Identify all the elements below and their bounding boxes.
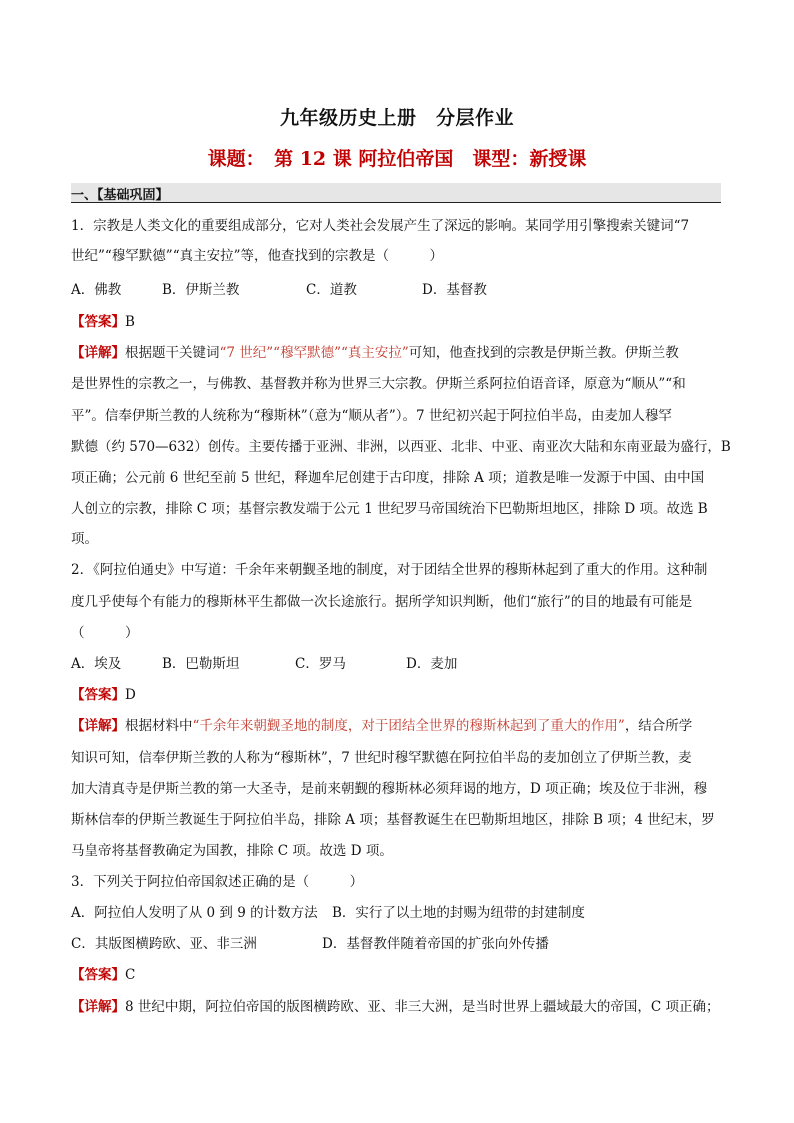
q3-detail-line-1 (71, 997, 731, 1017)
q1-option-c: C．道教 (306, 282, 357, 298)
q2-detail-line-3: 加大清真寺是伊斯兰教的第一大圣寺，是前来朝觐的穆斯林必须拜谒的地方，D 项正确；埃及位于非洲，穆 (71, 781, 708, 797)
q2-stem-line-1: 2．《阿拉伯通史》中写道：千余年来朝觐圣地的制度，对于团结全世界的穆斯林起到了重大的作用。这种制 (71, 562, 708, 578)
q2-detail-line-1 (71, 716, 731, 736)
q1-detail-highlight: “7 世纪”“穆罕默德”“真主安拉” (219, 345, 409, 361)
q2-detail-tag: 【详解】 (71, 718, 125, 734)
q1-answer-value: B (125, 314, 135, 330)
q1-detail-text: 可知，他查找到的宗教是伊斯兰教。伊斯兰教 (408, 345, 679, 361)
q1-detail-text: 根据题干关键词 (125, 345, 220, 361)
q1-detail-line-3: 平”。信奉伊斯兰教的人统称为“穆斯林”（意为“顺从者”）。7 世纪初兴起于阿拉伯半岛，由麦加人穆罕 (71, 408, 672, 424)
q2-option-b: B．巴勒斯坦 (162, 656, 240, 672)
q1-detail-tag: 【详解】 (71, 345, 125, 361)
q2-option-d: D．麦加 (406, 656, 458, 672)
q2-detail-text: ，结合所学 (624, 718, 693, 734)
q2-option-a: A．埃及 (71, 656, 122, 672)
q2-answer-value: D (125, 687, 136, 703)
q3-answer-tag: 【答案】 (71, 967, 125, 983)
q1-detail-line-2: 是世界性的宗教之一，与佛教、基督教并称为世界三大宗教。伊斯兰系阿拉伯语音译，原意为“顺从”“和 (71, 376, 686, 392)
q1-stem-line-1: 1．宗教是人类文化的重要组成部分，它对人类社会发展产生了深远的影响。某同学用引擎搜索关键词“7 (71, 218, 690, 234)
q2-detail-line-2: 知识可知，信奉伊斯兰教的人称为“穆斯林”，7 世纪时穆罕默德在阿拉伯半岛的麦加创立了伊斯兰教，麦 (71, 750, 692, 766)
q3-detail-tag: 【详解】 (71, 999, 125, 1015)
q2-stem-line-3: （ ） (71, 625, 139, 641)
q2-stem-line-2: 度几乎使每个有能力的穆斯林平生都做一次长途旅行。据所学知识判断，他们“旅行”的目的地最有可能是 (71, 594, 693, 610)
q2-detail-text: 根据材料中 (125, 718, 193, 734)
q3-option-c: C．其版图横跨欧、亚、非三洲 (71, 936, 257, 952)
q2-detail-line-5: 马皇帝将基督教确定为国教，排除 C 项。故选 D 项。 (71, 843, 393, 859)
q1-option-a: A．佛教 (71, 282, 122, 298)
section-label: 一、【基础巩固】 (71, 188, 169, 203)
q3-option-b: B．实行了以土地的封赐为纽带的封建制度 (332, 905, 585, 921)
lesson-subtitle: 课题： 第 12 课 阿拉伯帝国 课型：新授课 (207, 148, 587, 170)
page-title: 九年级历史上册 分层作业 (279, 107, 514, 129)
q1-detail-line-4: 默德（约 570—632）创传。主要传播于亚洲、非洲，以西亚、北非、中亚、南亚次大陆和东南亚最为盛行，B (71, 439, 731, 455)
q1-detail-line-1 (71, 343, 731, 363)
q2-answer-tag: 【答案】 (71, 687, 125, 703)
q1-detail-line-6: 人创立的宗教，排除 C 项；基督宗教发端于公元 1 世纪罗马帝国统治下巴勒斯坦地区，排除 D 项。故选 B (71, 501, 708, 517)
q3-stem-line-1: 3．下列关于阿拉伯帝国叙述正确的是（ ） (71, 874, 364, 890)
q1-option-d: D．基督教 (422, 282, 487, 298)
q3-answer (71, 965, 731, 985)
q3-detail-text: 8 世纪中期，阿拉伯帝国的版图横跨欧、亚、非三大洲，是当时世界上疆域最大的帝国，C 项正确； (125, 999, 720, 1015)
q1-detail-line-7: 项。 (71, 531, 98, 547)
q1-stem-line-2: 世纪”“穆罕默德”“真主安拉”等，他查找到的宗教是（ ） (71, 248, 444, 264)
q2-option-c: C．罗马 (295, 656, 346, 672)
q3-answer-value: C (125, 967, 136, 983)
q3-option-d: D．基督教伴随着帝国的扩张向外传播 (322, 936, 549, 952)
q1-detail-line-5: 项正确；公元前 6 世纪至前 5 世纪，释迦牟尼创建于古印度，排除 A 项；道教是唯一发源于中国、由中国 (71, 470, 705, 486)
q2-detail-highlight: “千余年来朝觐圣地的制度，对于团结全世界的穆斯林起到了重大的作用” (192, 718, 625, 734)
q2-answer (71, 685, 731, 705)
q1-option-b: B．伊斯兰教 (162, 282, 240, 298)
q2-detail-line-4: 斯林信奉的伊斯兰教诞生于阿拉伯半岛，排除 A 项；基督教诞生在巴勒斯坦地区，排除 B 项；4 世纪末，罗 (71, 812, 715, 828)
q1-answer-tag: 【答案】 (71, 314, 125, 330)
q1-answer (71, 312, 731, 332)
q3-option-a: A．阿拉伯人发明了从 0 到 9 的计数方法 (71, 905, 318, 921)
